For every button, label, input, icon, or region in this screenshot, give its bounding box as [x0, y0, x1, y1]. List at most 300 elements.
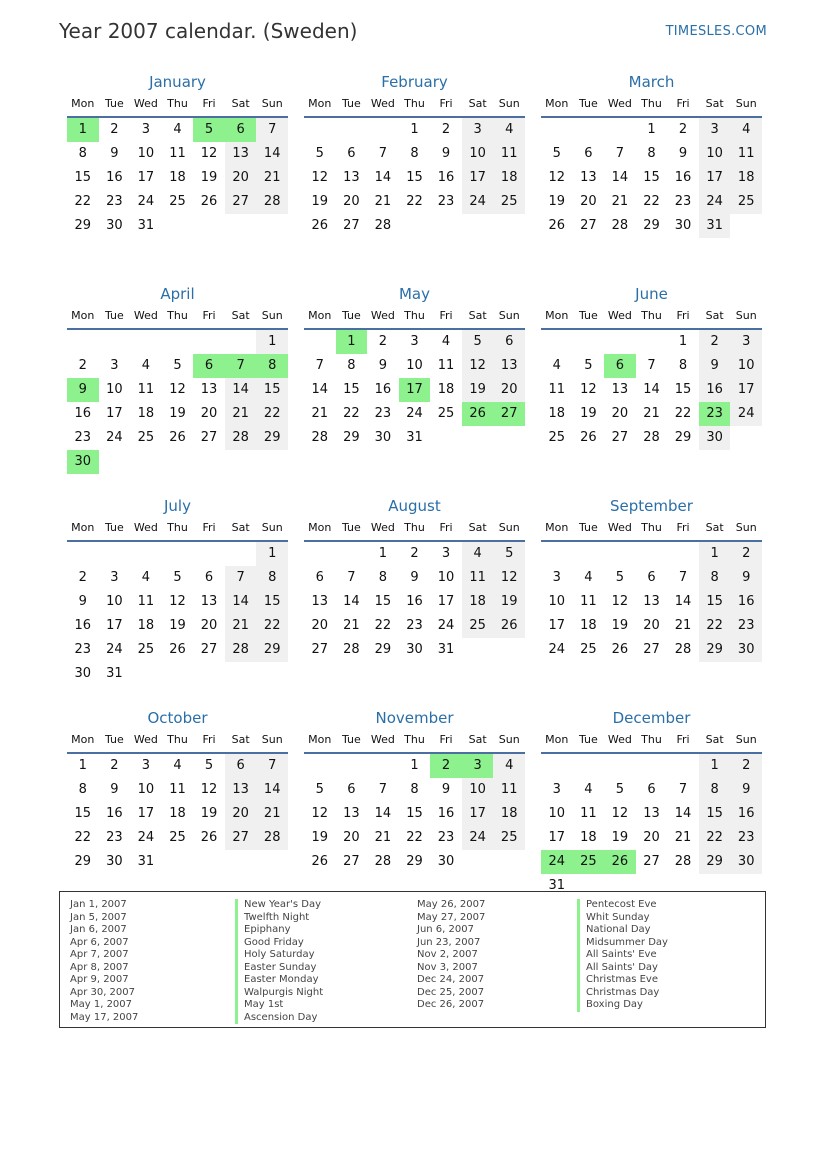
day-cell: 7 [225, 566, 257, 590]
day-cell: 23 [437, 830, 455, 845]
day-cell: 3 [110, 358, 119, 373]
day-cell: 9 [730, 566, 762, 590]
day-cell: 10 [548, 594, 566, 609]
day-cell: 26 [548, 218, 566, 233]
month-january [67, 72, 288, 284]
empty-cell [636, 542, 668, 566]
day-cell: 10 [730, 354, 762, 378]
weekday-label: Sat [468, 521, 487, 534]
weekday-label: Sun [498, 521, 520, 534]
day-cell-holiday: 6 [225, 118, 257, 142]
day-cell: 4 [141, 358, 151, 373]
day-cell: 18 [580, 618, 597, 633]
holiday-name: Pentecost Eve [577, 899, 668, 912]
day-cell: 11 [169, 782, 186, 797]
day-cell: 18 [493, 166, 525, 190]
empty-cell [367, 754, 399, 778]
day-cell: 20 [343, 194, 360, 209]
day-cell: 12 [311, 806, 329, 821]
day-cell: 9 [110, 146, 119, 161]
day-cell: 8 [699, 778, 731, 802]
day-cell: 24 [437, 618, 455, 633]
day-cell: 31 [548, 878, 566, 893]
weekday-label: Fri [202, 309, 216, 322]
day-cell: 2 [678, 122, 688, 137]
day-cell: 10 [548, 806, 566, 821]
weekday-label: Wed [607, 521, 632, 534]
day-cell-holiday: 5 [193, 118, 225, 142]
weekday-label: Tue [341, 309, 361, 322]
weekday-label: Thu [167, 521, 188, 534]
day-cell: 29 [74, 218, 92, 233]
weekday-label: Sat [231, 309, 250, 322]
day-cell: 26 [311, 854, 329, 869]
holiday-name: Whit Sunday [577, 912, 668, 925]
weekday-label: Thu [404, 97, 425, 110]
day-cell: 12 [548, 170, 566, 185]
empty-cell [67, 330, 99, 354]
day-cell: 17 [548, 830, 566, 845]
day-cell: 17 [106, 406, 123, 421]
holiday-name: New Year's Day [235, 899, 323, 912]
day-cell: 13 [225, 778, 257, 802]
day-cell: 2 [441, 122, 451, 137]
day-cell: 28 [311, 430, 329, 445]
weekday-label: Tue [578, 309, 598, 322]
day-cell: 19 [169, 618, 186, 633]
day-cell: 27 [580, 218, 597, 233]
month-february [304, 72, 525, 284]
day-cell: 30 [699, 426, 731, 450]
day-cell: 3 [441, 546, 451, 561]
day-cell-holiday: 25 [573, 850, 605, 874]
day-cell-holiday: 6 [604, 354, 636, 378]
day-cell: 17 [548, 618, 566, 633]
empty-cell [336, 118, 368, 142]
day-cell: 12 [493, 566, 525, 590]
empty-cell [304, 118, 336, 142]
weekday-label: Mon [308, 521, 332, 534]
holiday-date: Apr 8, 2007 [70, 961, 129, 973]
day-cell: 20 [200, 618, 218, 633]
day-cell: 5 [173, 570, 182, 585]
holiday-date-column [417, 899, 485, 1012]
weekday-label: Wed [133, 521, 158, 534]
empty-cell [573, 754, 605, 778]
weekday-label: Fri [202, 733, 216, 746]
day-cell: 23 [406, 618, 423, 633]
empty-cell [193, 330, 225, 354]
day-cell: 23 [674, 194, 692, 209]
day-cell-holiday: 23 [699, 402, 731, 426]
weekday-label: Sat [231, 521, 250, 534]
month-name: November [375, 709, 454, 727]
day-cell: 24 [462, 826, 494, 850]
day-cell: 15 [699, 590, 731, 614]
empty-cell [67, 542, 99, 566]
day-cell: 26 [493, 614, 525, 638]
day-cell-holiday: 2 [430, 754, 462, 778]
month-may [304, 284, 525, 496]
day-cell: 25 [580, 642, 597, 657]
day-cell: 26 [200, 194, 218, 209]
day-cell: 1 [256, 330, 288, 354]
day-cell: 29 [406, 854, 423, 869]
day-cell: 14 [674, 594, 692, 609]
month-name: December [612, 709, 691, 727]
day-cell-holiday: 1 [336, 330, 368, 354]
empty-cell [541, 330, 573, 354]
day-cell: 13 [493, 354, 525, 378]
holiday-date: May 27, 2007 [417, 911, 486, 923]
empty-cell [304, 330, 336, 354]
weekday-label: Fri [676, 309, 690, 322]
day-cell: 30 [730, 850, 762, 874]
day-cell: 9 [410, 570, 419, 585]
day-cell: 12 [611, 806, 629, 821]
day-cell: 30 [406, 642, 423, 657]
weekday-label: Sun [261, 97, 283, 110]
day-cell: 3 [552, 570, 561, 585]
day-cell: 27 [611, 430, 629, 445]
day-cell: 16 [730, 802, 762, 826]
day-cell: 19 [200, 806, 218, 821]
weekday-label: Mon [545, 733, 569, 746]
day-cell: 16 [106, 806, 123, 821]
page-title: Year 2007 calendar. (Sweden) [59, 19, 358, 43]
weekday-header [304, 92, 525, 118]
weekday-header [541, 516, 762, 542]
day-cell: 5 [315, 782, 324, 797]
empty-cell [573, 542, 605, 566]
day-cell: 27 [643, 642, 660, 657]
holiday-name: Midsummer Day [577, 937, 668, 950]
weekday-header [304, 304, 525, 330]
day-cell: 23 [106, 194, 123, 209]
weekday-label: Tue [578, 521, 598, 534]
weekday-label: Sat [705, 733, 724, 746]
day-cell: 31 [106, 666, 123, 681]
weekday-label: Sun [498, 309, 520, 322]
day-cell: 28 [225, 426, 257, 450]
day-cell: 16 [674, 170, 692, 185]
day-cell-holiday: 26 [604, 850, 636, 874]
day-cell: 30 [437, 854, 455, 869]
weekday-label: Thu [641, 521, 662, 534]
weekday-label: Thu [167, 97, 188, 110]
day-cell: 29 [699, 638, 731, 662]
holiday-name-column [577, 899, 668, 1012]
day-cell: 3 [730, 330, 762, 354]
weekday-label: Thu [167, 309, 188, 322]
weekday-header [67, 728, 288, 754]
day-cell: 24 [730, 402, 762, 426]
weekday-header [67, 92, 288, 118]
day-cell: 16 [406, 594, 423, 609]
day-cell: 20 [643, 830, 660, 845]
holiday-name: Boxing Day [577, 999, 668, 1012]
day-cell: 17 [137, 806, 155, 821]
weekday-label: Wed [133, 309, 158, 322]
day-cell: 26 [169, 430, 186, 445]
weekday-label: Sat [231, 733, 250, 746]
weekday-label: Sun [498, 733, 520, 746]
day-cell: 8 [78, 782, 87, 797]
calendar-grid [67, 72, 762, 920]
weekday-label: Fri [676, 521, 690, 534]
weekday-label: Mon [71, 97, 95, 110]
day-cell: 11 [137, 594, 155, 609]
day-cell: 21 [374, 194, 392, 209]
day-cell: 10 [137, 146, 155, 161]
weekday-label: Thu [404, 733, 425, 746]
site-link[interactable]: TIMESLES.COM [665, 24, 767, 39]
day-cell: 22 [699, 614, 731, 638]
day-cell: 11 [137, 382, 155, 397]
holiday-date: Dec 26, 2007 [417, 999, 485, 1010]
day-cell: 2 [110, 758, 119, 773]
day-cell: 26 [200, 830, 218, 845]
day-cell: 8 [678, 358, 688, 373]
day-cell: 20 [225, 802, 257, 826]
holiday-name: Walpurgis Night [235, 987, 323, 1000]
holiday-date: Apr 30, 2007 [70, 986, 136, 998]
day-cell: 15 [406, 170, 423, 185]
day-cell: 2 [110, 122, 119, 137]
day-cell: 1 [647, 122, 656, 137]
day-cell-holiday: 1 [67, 118, 99, 142]
day-cell: 4 [493, 754, 525, 778]
day-cell: 23 [730, 614, 762, 638]
day-cell: 19 [580, 406, 597, 421]
day-cell: 16 [699, 378, 731, 402]
day-cell: 25 [493, 190, 525, 214]
day-cell: 22 [674, 406, 692, 421]
holiday-date: Apr 9, 2007 [70, 974, 129, 985]
day-cell: 15 [374, 594, 392, 609]
month-name: February [381, 73, 448, 91]
empty-cell [304, 542, 336, 566]
day-cell-holiday: 9 [67, 378, 99, 402]
month-name: August [388, 497, 441, 515]
day-cell: 14 [643, 382, 660, 397]
weekday-label: Sat [705, 97, 724, 110]
day-cell: 26 [311, 218, 329, 233]
day-cell: 3 [141, 122, 151, 137]
day-cell: 11 [580, 806, 597, 821]
weekday-label: Tue [104, 521, 124, 534]
weekday-label: Mon [545, 521, 569, 534]
weekday-label: Tue [341, 733, 361, 746]
day-cell: 8 [256, 566, 288, 590]
day-cell: 2 [78, 570, 87, 585]
weekday-label: Fri [676, 97, 690, 110]
weekday-label: Tue [578, 733, 598, 746]
holiday-list [59, 891, 766, 1028]
day-cell: 15 [699, 802, 731, 826]
empty-cell [162, 542, 194, 566]
empty-cell [162, 330, 194, 354]
day-cell: 20 [200, 406, 218, 421]
weekday-label: Fri [439, 97, 453, 110]
day-cell: 24 [699, 190, 731, 214]
day-cell: 12 [200, 782, 218, 797]
weekday-label: Fri [202, 97, 216, 110]
day-cell: 5 [315, 146, 324, 161]
holiday-name: Christmas Day [577, 987, 668, 1000]
empty-cell [604, 330, 636, 354]
day-cell: 21 [674, 618, 692, 633]
day-cell: 18 [548, 406, 566, 421]
day-cell: 11 [437, 358, 455, 373]
weekday-label: Wed [607, 309, 632, 322]
day-cell: 2 [378, 334, 388, 349]
day-cell: 20 [311, 618, 329, 633]
weekday-header [541, 728, 762, 754]
empty-cell [225, 542, 257, 566]
day-cell: 8 [378, 570, 388, 585]
day-cell: 19 [611, 618, 629, 633]
weekday-label: Mon [308, 97, 332, 110]
day-cell: 10 [462, 142, 494, 166]
day-cell: 20 [343, 830, 360, 845]
weekday-label: Sun [261, 309, 283, 322]
day-cell: 27 [225, 826, 257, 850]
empty-cell [541, 542, 573, 566]
weekday-label: Tue [341, 97, 361, 110]
weekday-label: Fri [439, 309, 453, 322]
day-cell: 3 [110, 570, 119, 585]
day-cell: 6 [347, 782, 356, 797]
weekday-label: Wed [370, 309, 395, 322]
day-cell: 14 [343, 594, 360, 609]
day-cell: 2 [699, 330, 731, 354]
day-cell: 15 [74, 170, 92, 185]
day-cell: 18 [493, 802, 525, 826]
day-cell: 17 [699, 166, 731, 190]
weekday-label: Wed [133, 733, 158, 746]
day-cell: 5 [615, 570, 625, 585]
holiday-date: May 26, 2007 [417, 899, 486, 910]
day-cell: 25 [137, 430, 155, 445]
day-cell: 9 [441, 146, 451, 161]
day-cell: 3 [410, 334, 419, 349]
day-cell: 4 [441, 334, 451, 349]
day-cell: 13 [611, 382, 629, 397]
day-cell: 19 [548, 194, 566, 209]
day-cell: 20 [611, 406, 629, 421]
day-cell: 10 [699, 142, 731, 166]
weekday-label: Sat [705, 309, 724, 322]
weekday-label: Wed [370, 521, 395, 534]
day-cell: 4 [552, 358, 561, 373]
day-cell: 3 [462, 118, 494, 142]
day-cell: 20 [643, 618, 660, 633]
day-cell: 9 [378, 358, 388, 373]
day-cell: 10 [437, 570, 455, 585]
day-cell: 11 [493, 142, 525, 166]
weekday-label: Fri [676, 733, 690, 746]
empty-cell [304, 754, 336, 778]
month-name: October [147, 709, 208, 727]
month-name: June [635, 285, 668, 303]
day-cell: 3 [552, 782, 561, 797]
day-cell: 23 [730, 826, 762, 850]
holiday-date: May 17, 2007 [70, 1011, 139, 1023]
day-cell: 14 [374, 806, 392, 821]
day-cell: 27 [643, 854, 660, 869]
weekday-label: Thu [641, 309, 662, 322]
day-cell: 14 [311, 382, 329, 397]
weekday-label: Thu [167, 733, 188, 746]
day-cell: 17 [462, 166, 494, 190]
day-cell: 14 [611, 170, 629, 185]
day-cell: 19 [169, 406, 186, 421]
day-cell: 18 [580, 830, 597, 845]
day-cell: 9 [78, 594, 87, 609]
day-cell: 30 [374, 430, 392, 445]
weekday-label: Fri [439, 521, 453, 534]
empty-cell [636, 754, 668, 778]
day-cell: 14 [374, 170, 392, 185]
weekday-header [541, 304, 762, 330]
day-cell: 21 [343, 618, 360, 633]
day-cell: 28 [674, 642, 692, 657]
day-cell: 11 [169, 146, 186, 161]
holiday-name: Ascension Day [235, 1012, 323, 1025]
day-cell: 15 [674, 382, 692, 397]
holiday-date: Dec 24, 2007 [417, 974, 485, 985]
weekday-label: Fri [439, 733, 453, 746]
day-cell: 4 [493, 118, 525, 142]
day-cell: 18 [730, 166, 762, 190]
day-cell: 28 [674, 854, 692, 869]
day-cell: 16 [437, 806, 455, 821]
weekday-header [304, 516, 525, 542]
holiday-name: Holy Saturday [235, 949, 323, 962]
day-cell: 7 [347, 570, 356, 585]
day-cell: 6 [347, 146, 356, 161]
weekday-label: Mon [71, 521, 95, 534]
day-cell: 16 [437, 170, 455, 185]
holiday-name: Easter Sunday [235, 962, 323, 975]
day-cell: 12 [200, 146, 218, 161]
holiday-date: Dec 25, 2007 [417, 986, 485, 998]
day-cell: 4 [584, 782, 593, 797]
day-cell: 25 [437, 406, 455, 421]
day-cell: 18 [169, 170, 186, 185]
day-cell: 1 [378, 546, 388, 561]
day-cell: 7 [378, 782, 388, 797]
day-cell: 15 [643, 170, 660, 185]
day-cell: 19 [311, 830, 329, 845]
holiday-date: Nov 2, 2007 [417, 949, 478, 960]
day-cell: 23 [374, 406, 392, 421]
weekday-label: Tue [104, 97, 124, 110]
day-cell-holiday: 24 [541, 850, 573, 874]
day-cell: 13 [200, 594, 218, 609]
day-cell: 7 [256, 754, 288, 778]
day-cell: 24 [462, 190, 494, 214]
weekday-label: Wed [607, 97, 632, 110]
day-cell: 4 [462, 542, 494, 566]
day-cell-holiday: 8 [256, 354, 288, 378]
day-cell: 12 [169, 382, 186, 397]
day-cell: 16 [106, 170, 123, 185]
day-cell: 11 [580, 594, 597, 609]
day-cell: 8 [347, 358, 356, 373]
day-cell: 1 [699, 542, 731, 566]
